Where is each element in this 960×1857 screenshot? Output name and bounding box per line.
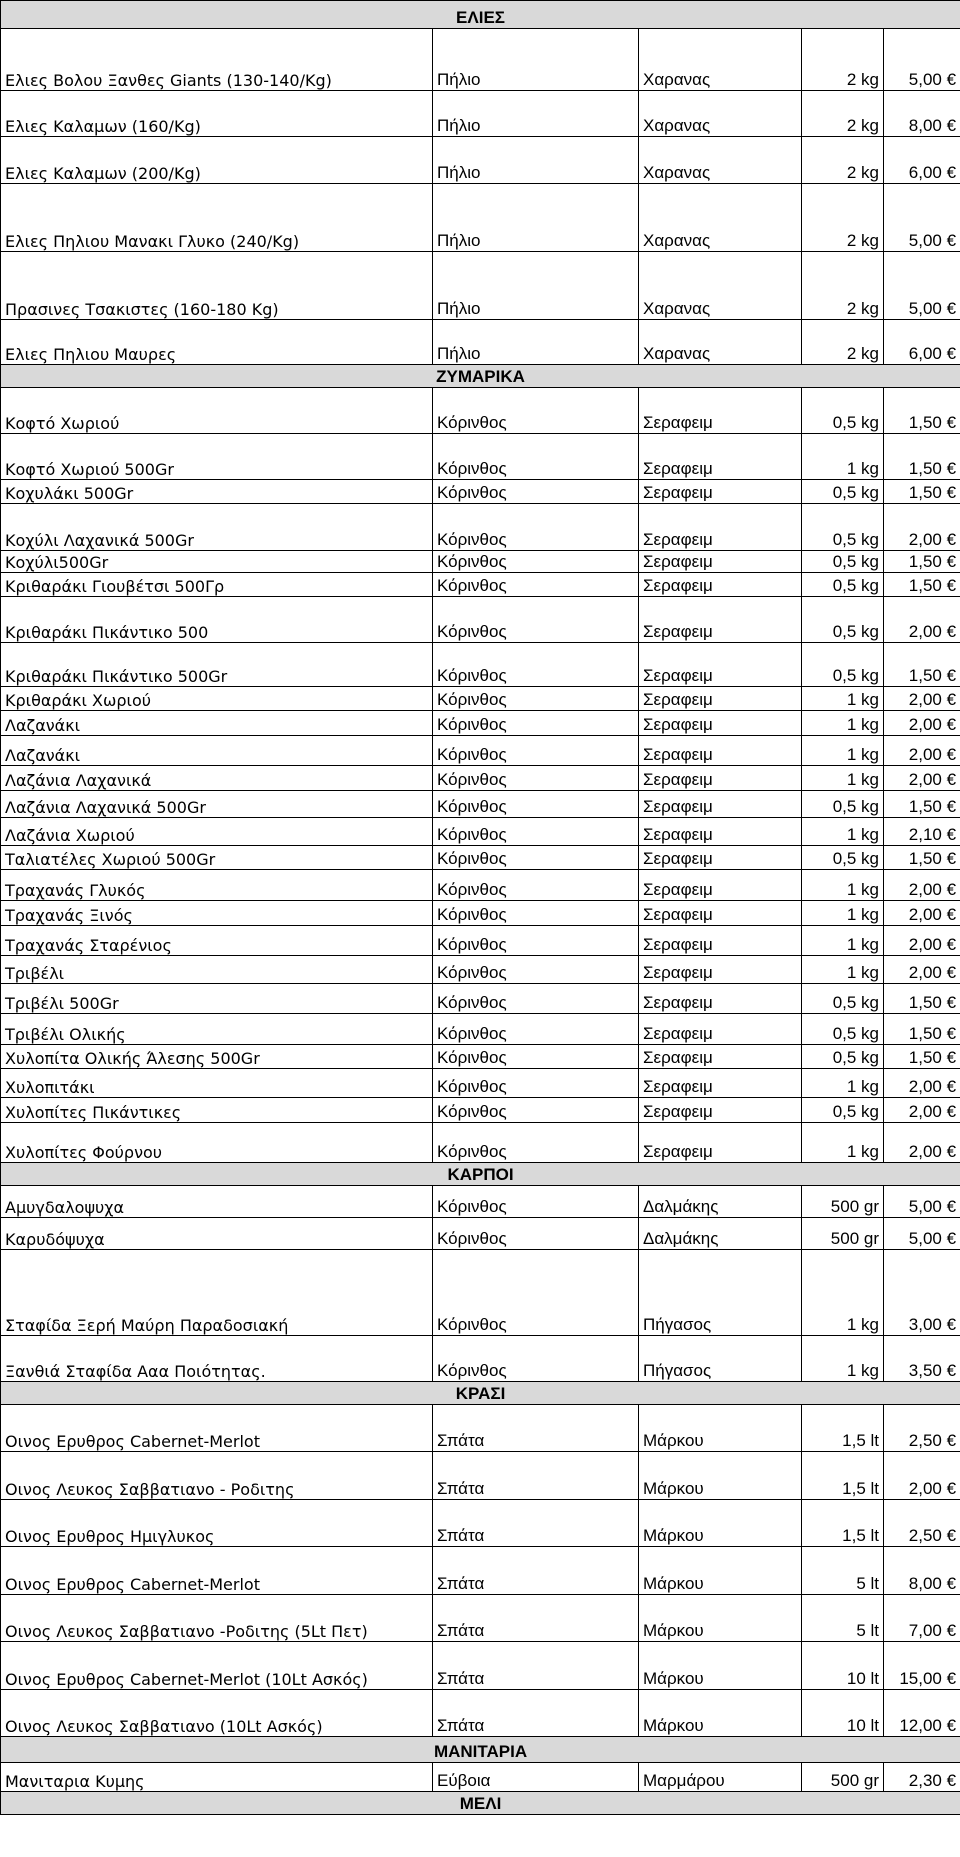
product-origin: Κόρινθος (433, 1250, 639, 1336)
product-name: Ταλιατέλες Χωριού 500Gr (1, 846, 433, 870)
product-origin: Κόρινθος (433, 504, 639, 551)
product-producer: Χαρανας (639, 29, 802, 91)
product-name: Οινος Λευκος Σαββατιανο - Ροδιτης (1, 1452, 433, 1500)
product-qty: 1 kg (802, 1069, 884, 1098)
product-price: 1,50 € (884, 480, 960, 504)
product-row (1, 846, 960, 870)
product-producer: Μάρκου (639, 1547, 802, 1595)
product-row (1, 1500, 960, 1547)
product-origin: Εύβοια (433, 1763, 639, 1792)
product-row (1, 1069, 960, 1098)
section-header-row (1, 1382, 960, 1405)
product-price: 1,50 € (884, 551, 960, 573)
product-row (1, 1452, 960, 1500)
product-qty: 0,5 kg (802, 573, 884, 597)
product-producer: Σεραφειμ (639, 1098, 802, 1123)
product-price: 6,00 € (884, 320, 960, 365)
section-title: ΚΡΑΣΙ (1, 1382, 960, 1405)
product-qty: 1 kg (802, 711, 884, 736)
section-title: ΕΛΙΕΣ (1, 1, 960, 29)
section-title: ΖΥΜΑΡΙΚΑ (1, 365, 960, 388)
product-price: 2,50 € (884, 1500, 960, 1547)
product-price: 2,00 € (884, 870, 960, 901)
product-row (1, 926, 960, 956)
product-row (1, 956, 960, 984)
product-producer: Σεραφειμ (639, 846, 802, 870)
product-qty: 0,5 kg (802, 388, 884, 434)
product-origin: Πήλιο (433, 137, 639, 184)
product-price: 8,00 € (884, 91, 960, 137)
product-row (1, 1405, 960, 1452)
product-price: 2,00 € (884, 1069, 960, 1098)
product-name: Χυλοπίτα Ολικής Άλεσης 500Gr (1, 1045, 433, 1069)
product-producer: Μάρκου (639, 1690, 802, 1737)
product-name: Πρασινες Τσακιστες (160-180 Kg) (1, 252, 433, 320)
product-qty: 0,5 kg (802, 504, 884, 551)
product-origin: Κόρινθος (433, 597, 639, 643)
product-origin: Πήλιο (433, 91, 639, 137)
product-producer: Μάρκου (639, 1452, 802, 1500)
product-name: Αμυγδαλοψυχα (1, 1186, 433, 1218)
product-producer: Μαρμάρου (639, 1763, 802, 1792)
product-price: 3,50 € (884, 1336, 960, 1382)
product-producer: Σεραφειμ (639, 736, 802, 766)
product-name: Χυλοπιτάκι (1, 1069, 433, 1098)
product-qty: 2 kg (802, 252, 884, 320)
product-name: Ελιες Πηλιου Μανακι Γλυκο (240/Kg) (1, 184, 433, 252)
product-name: Οινος Λευκος Σαββατιανο (10Lt Ασκός) (1, 1690, 433, 1737)
product-price: 2,00 € (884, 926, 960, 956)
product-qty: 2 kg (802, 184, 884, 252)
product-qty: 0,5 kg (802, 846, 884, 870)
product-origin: Κόρινθος (433, 846, 639, 870)
product-producer: Χαρανας (639, 320, 802, 365)
product-origin: Πήλιο (433, 320, 639, 365)
product-qty: 1 kg (802, 901, 884, 926)
product-row (1, 388, 960, 434)
product-price: 1,50 € (884, 388, 960, 434)
product-name: Τραχανάς Σταρένιος (1, 926, 433, 956)
product-row (1, 551, 960, 573)
product-qty: 1 kg (802, 687, 884, 711)
product-name: Ελιες Καλαμων (160/Kg) (1, 91, 433, 137)
product-price: 2,30 € (884, 1763, 960, 1792)
product-qty: 500 gr (802, 1218, 884, 1250)
product-price: 8,00 € (884, 1547, 960, 1595)
product-price: 1,50 € (884, 791, 960, 818)
product-origin: Σπάτα (433, 1500, 639, 1547)
section-header-row (1, 365, 960, 388)
product-qty: 1 kg (802, 1336, 884, 1382)
product-price: 2,00 € (884, 504, 960, 551)
product-producer: Σεραφειμ (639, 388, 802, 434)
product-price: 1,50 € (884, 846, 960, 870)
product-name: Λαζάνια Λαχανικά (1, 766, 433, 791)
product-name: Κοχύλι500Gr (1, 551, 433, 573)
product-producer: Σεραφειμ (639, 984, 802, 1014)
product-qty: 1 kg (802, 434, 884, 480)
product-origin: Κόρινθος (433, 791, 639, 818)
product-origin: Κόρινθος (433, 388, 639, 434)
product-price: 2,00 € (884, 901, 960, 926)
product-name: Οινος Ερυθρος Ημιγλυκος (1, 1500, 433, 1547)
product-name: Λαζανάκι (1, 736, 433, 766)
product-producer: Σεραφειμ (639, 1045, 802, 1069)
product-qty: 1 kg (802, 956, 884, 984)
product-qty: 0,5 kg (802, 791, 884, 818)
product-price: 15,00 € (884, 1642, 960, 1690)
product-origin: Σπάτα (433, 1405, 639, 1452)
product-qty: 1 kg (802, 1250, 884, 1336)
product-producer: Σεραφειμ (639, 1123, 802, 1163)
product-price: 2,10 € (884, 818, 960, 846)
product-origin: Σπάτα (433, 1690, 639, 1737)
product-name: Τριβέλι (1, 956, 433, 984)
product-producer: Σεραφειμ (639, 434, 802, 480)
product-origin: Σπάτα (433, 1642, 639, 1690)
product-producer: Χαρανας (639, 91, 802, 137)
product-producer: Σεραφειμ (639, 926, 802, 956)
product-price: 2,00 € (884, 711, 960, 736)
product-name: Τριβέλι 500Gr (1, 984, 433, 1014)
product-qty: 0,5 kg (802, 597, 884, 643)
product-price: 5,00 € (884, 1218, 960, 1250)
product-price: 1,50 € (884, 984, 960, 1014)
product-qty: 500 gr (802, 1186, 884, 1218)
product-producer: Σεραφειμ (639, 480, 802, 504)
product-qty: 1,5 lt (802, 1500, 884, 1547)
product-name: Ελιες Βολου Ξανθες Giants (130-140/Kg) (1, 29, 433, 91)
product-qty: 2 kg (802, 320, 884, 365)
product-name: Χυλοπίτες Πικάντικες (1, 1098, 433, 1123)
product-price: 1,50 € (884, 643, 960, 687)
product-origin: Κόρινθος (433, 870, 639, 901)
product-origin: Κόρινθος (433, 926, 639, 956)
product-qty: 1 kg (802, 870, 884, 901)
product-producer: Σεραφειμ (639, 597, 802, 643)
product-row (1, 434, 960, 480)
product-row (1, 643, 960, 687)
product-name: Οινος Λευκος Σαββατιανο -Ροδιτης (5Lt Πετ) (1, 1595, 433, 1642)
product-origin: Κόρινθος (433, 984, 639, 1014)
product-origin: Κόρινθος (433, 573, 639, 597)
product-producer: Μάρκου (639, 1642, 802, 1690)
product-origin: Σπάτα (433, 1595, 639, 1642)
product-row (1, 1123, 960, 1163)
product-price: 2,00 € (884, 1452, 960, 1500)
product-name: Κριθαράκι Γιουβέτσι 500Γρ (1, 573, 433, 597)
product-price: 2,00 € (884, 687, 960, 711)
product-price: 2,00 € (884, 1098, 960, 1123)
product-row (1, 320, 960, 365)
product-origin: Κόρινθος (433, 480, 639, 504)
product-price: 12,00 € (884, 1690, 960, 1737)
product-row (1, 573, 960, 597)
product-origin: Κόρινθος (433, 1069, 639, 1098)
product-qty: 10 lt (802, 1642, 884, 1690)
section-header-row (1, 1163, 960, 1186)
product-producer: Σεραφειμ (639, 643, 802, 687)
product-producer: Σεραφειμ (639, 573, 802, 597)
product-price: 5,00 € (884, 184, 960, 252)
product-qty: 1 kg (802, 926, 884, 956)
product-qty: 1,5 lt (802, 1452, 884, 1500)
product-qty: 0,5 kg (802, 1045, 884, 1069)
product-producer: Σεραφειμ (639, 551, 802, 573)
product-row (1, 1595, 960, 1642)
product-origin: Κόρινθος (433, 711, 639, 736)
product-name: Οινος Ερυθρος Cabernet-Merlot (10Lt Ασκός) (1, 1642, 433, 1690)
product-name: Κοφτό Χωριού (1, 388, 433, 434)
product-qty: 1 kg (802, 736, 884, 766)
product-row (1, 1250, 960, 1336)
product-producer: Μάρκου (639, 1500, 802, 1547)
product-qty: 1,5 lt (802, 1405, 884, 1452)
product-producer: Σεραφειμ (639, 504, 802, 551)
product-row (1, 597, 960, 643)
product-producer: Πήγασος (639, 1336, 802, 1382)
product-origin: Πήλιο (433, 184, 639, 252)
product-name: Σταφίδα Ξερή Μαύρη Παραδοσιακή (1, 1250, 433, 1336)
product-origin: Σπάτα (433, 1547, 639, 1595)
product-row (1, 29, 960, 91)
product-qty: 5 lt (802, 1595, 884, 1642)
product-qty: 0,5 kg (802, 1098, 884, 1123)
product-origin: Κόρινθος (433, 1098, 639, 1123)
product-name: Τραχανάς Ξινός (1, 901, 433, 926)
product-producer: Σεραφειμ (639, 870, 802, 901)
section-title: ΚΑΡΠΟΙ (1, 1163, 960, 1186)
product-origin: Κόρινθος (433, 956, 639, 984)
product-row (1, 901, 960, 926)
product-name: Οινος Ερυθρος Cabernet-Merlot (1, 1547, 433, 1595)
product-price: 2,50 € (884, 1405, 960, 1452)
product-row (1, 687, 960, 711)
product-price: 7,00 € (884, 1595, 960, 1642)
product-price: 2,00 € (884, 736, 960, 766)
product-producer: Χαρανας (639, 137, 802, 184)
product-origin: Πήλιο (433, 29, 639, 91)
product-row (1, 91, 960, 137)
product-qty: 1 kg (802, 766, 884, 791)
product-origin: Κόρινθος (433, 434, 639, 480)
product-qty: 500 gr (802, 1763, 884, 1792)
product-name: Τραχανάς Γλυκός (1, 870, 433, 901)
product-row (1, 818, 960, 846)
product-name: Κριθαράκι Πικάντικο 500 (1, 597, 433, 643)
product-row (1, 1336, 960, 1382)
product-row (1, 1045, 960, 1069)
product-name: Ξανθιά Σταφίδα Ααα Ποιότητας. (1, 1336, 433, 1382)
product-row (1, 791, 960, 818)
product-name: Χυλοπίτες Φούρνου (1, 1123, 433, 1163)
product-producer: Πήγασος (639, 1250, 802, 1336)
product-price: 6,00 € (884, 137, 960, 184)
product-origin: Πήλιο (433, 252, 639, 320)
product-price: 1,50 € (884, 434, 960, 480)
product-qty: 5 lt (802, 1547, 884, 1595)
product-producer: Χαρανας (639, 252, 802, 320)
product-qty: 0,5 kg (802, 551, 884, 573)
product-row (1, 870, 960, 901)
product-row (1, 1547, 960, 1595)
product-name: Λαζάνια Λαχανικά 500Gr (1, 791, 433, 818)
product-price: 5,00 € (884, 1186, 960, 1218)
product-row (1, 1014, 960, 1045)
product-name: Λαζάνια Χωριού (1, 818, 433, 846)
product-row (1, 1763, 960, 1792)
product-producer: Σεραφειμ (639, 901, 802, 926)
product-origin: Κόρινθος (433, 901, 639, 926)
product-qty: 0,5 kg (802, 984, 884, 1014)
product-row (1, 184, 960, 252)
product-row (1, 1186, 960, 1218)
product-row (1, 252, 960, 320)
product-origin: Κόρινθος (433, 1186, 639, 1218)
product-producer: Μάρκου (639, 1595, 802, 1642)
product-name: Κριθαράκι Χωριού (1, 687, 433, 711)
product-producer: Σεραφειμ (639, 791, 802, 818)
product-producer: Σεραφειμ (639, 711, 802, 736)
section-header-row (1, 1792, 960, 1815)
section-header-row (1, 1, 960, 29)
product-row (1, 1690, 960, 1737)
product-price: 5,00 € (884, 252, 960, 320)
product-qty: 10 lt (802, 1690, 884, 1737)
product-producer: Δαλμάκης (639, 1186, 802, 1218)
product-origin: Κόρινθος (433, 766, 639, 791)
product-name: Λαζανάκι (1, 711, 433, 736)
product-row (1, 766, 960, 791)
product-row (1, 480, 960, 504)
product-origin: Κόρινθος (433, 818, 639, 846)
product-qty: 1 kg (802, 818, 884, 846)
product-row (1, 1218, 960, 1250)
product-qty: 0,5 kg (802, 480, 884, 504)
product-origin: Κόρινθος (433, 736, 639, 766)
product-name: Κριθαράκι Πικάντικο 500Gr (1, 643, 433, 687)
product-qty: 2 kg (802, 29, 884, 91)
product-row (1, 504, 960, 551)
product-origin: Σπάτα (433, 1452, 639, 1500)
product-row (1, 1642, 960, 1690)
product-producer: Σεραφειμ (639, 687, 802, 711)
product-name: Καρυδόψυχα (1, 1218, 433, 1250)
product-name: Κοφτό Χωριού 500Gr (1, 434, 433, 480)
section-title: ΜΑΝΙΤΑΡΙΑ (1, 1737, 960, 1763)
product-origin: Κόρινθος (433, 551, 639, 573)
product-qty: 1 kg (802, 1123, 884, 1163)
product-row (1, 1098, 960, 1123)
product-price: 1,50 € (884, 1045, 960, 1069)
product-qty: 0,5 kg (802, 643, 884, 687)
product-row (1, 711, 960, 736)
product-name: Κοχυλάκι 500Gr (1, 480, 433, 504)
product-origin: Κόρινθος (433, 1218, 639, 1250)
product-price: 2,00 € (884, 1123, 960, 1163)
product-name: Τριβέλι Ολικής (1, 1014, 433, 1045)
product-qty: 0,5 kg (802, 1014, 884, 1045)
product-origin: Κόρινθος (433, 1123, 639, 1163)
product-price: 1,50 € (884, 1014, 960, 1045)
price-table-body (1, 1, 960, 1815)
product-price: 1,50 € (884, 573, 960, 597)
product-price: 2,00 € (884, 766, 960, 791)
product-qty: 2 kg (802, 91, 884, 137)
product-producer: Σεραφειμ (639, 956, 802, 984)
section-header-row (1, 1737, 960, 1763)
product-name: Οινος Ερυθρος Cabernet-Merlot (1, 1405, 433, 1452)
product-name: Μανιταρια Κυμης (1, 1763, 433, 1792)
product-producer: Σεραφειμ (639, 1014, 802, 1045)
product-qty: 2 kg (802, 137, 884, 184)
product-producer: Σεραφειμ (639, 818, 802, 846)
product-producer: Χαρανας (639, 184, 802, 252)
product-origin: Κόρινθος (433, 1045, 639, 1069)
product-origin: Κόρινθος (433, 1336, 639, 1382)
product-price: 3,00 € (884, 1250, 960, 1336)
product-price: 5,00 € (884, 29, 960, 91)
product-producer: Δαλμάκης (639, 1218, 802, 1250)
product-origin: Κόρινθος (433, 643, 639, 687)
product-row (1, 736, 960, 766)
product-origin: Κόρινθος (433, 687, 639, 711)
product-producer: Μάρκου (639, 1405, 802, 1452)
product-row (1, 984, 960, 1014)
product-price: 2,00 € (884, 597, 960, 643)
product-origin: Κόρινθος (433, 1014, 639, 1045)
product-name: Κοχύλι Λαχανικά 500Gr (1, 504, 433, 551)
product-name: Ελιες Πηλιου Μαυρες (1, 320, 433, 365)
product-producer: Σεραφειμ (639, 766, 802, 791)
product-name: Ελιες Καλαμων (200/Kg) (1, 137, 433, 184)
product-row (1, 137, 960, 184)
section-title: ΜΕΛΙ (1, 1792, 960, 1815)
product-producer: Σεραφειμ (639, 1069, 802, 1098)
product-price: 2,00 € (884, 956, 960, 984)
